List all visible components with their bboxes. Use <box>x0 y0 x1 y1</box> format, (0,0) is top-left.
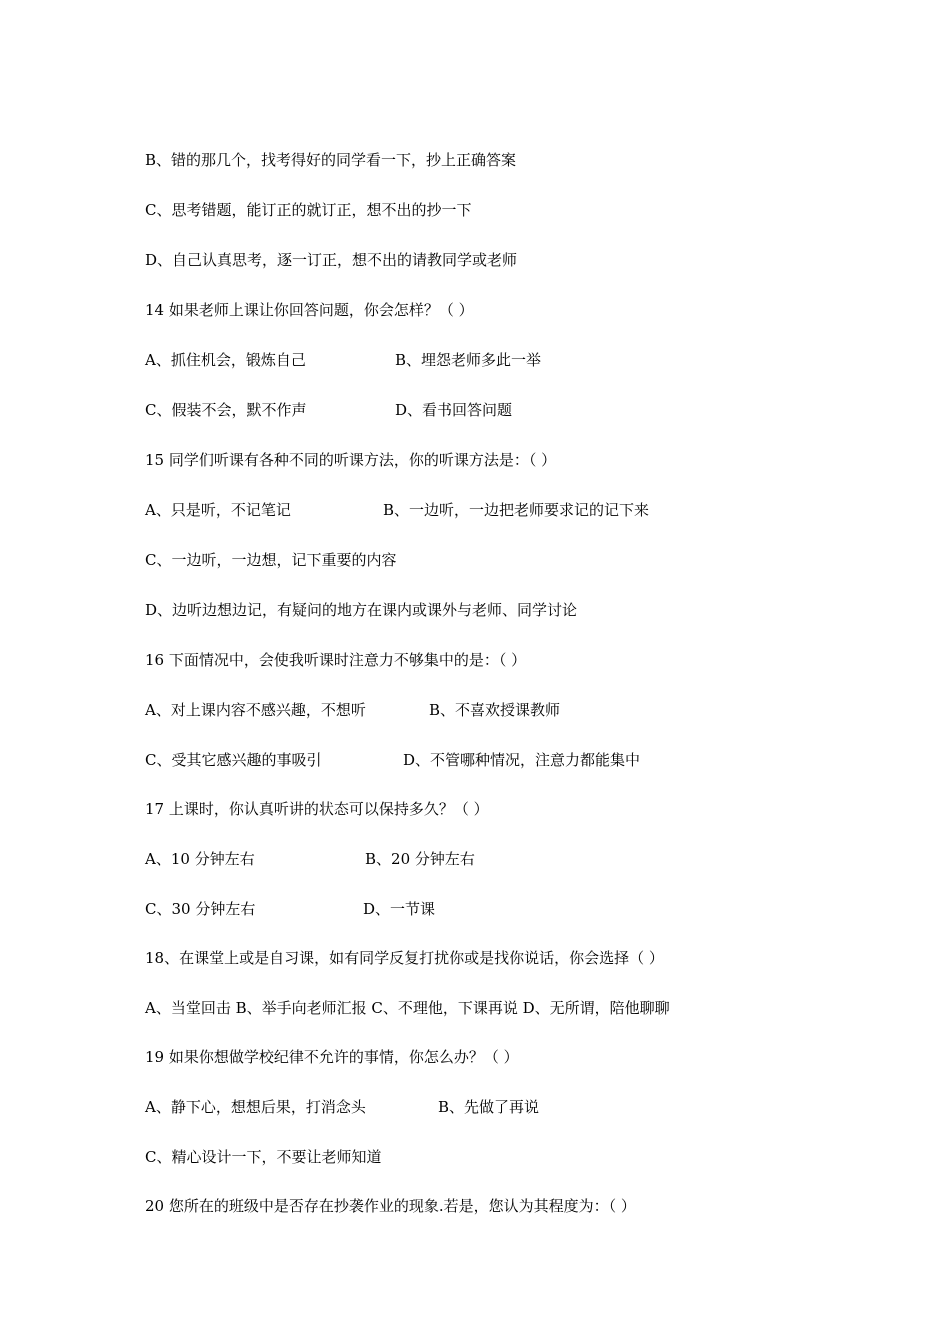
option-line: D、自己认真思考，逐一订正，想不出的请教同学或老师 <box>145 251 518 269</box>
question-16: 16 下面情况中，会使我听课时注意力不够集中的是：（ ） <box>145 651 527 669</box>
option-line: C、思考错题，能订正的就订正，想不出的抄一下 <box>145 201 472 219</box>
question-15: 15 同学们听课有各种不同的听课方法，你的听课方法是：（ ） <box>145 451 557 469</box>
option-b: B、20 分钟左右 <box>365 850 475 868</box>
question-14: 14 如果老师上课让你回答问题，你会怎样？（ ） <box>145 301 474 319</box>
option-a: A、静下心，想想后果，打消念头 <box>145 1098 366 1116</box>
option-d: D、一节课 <box>363 900 436 918</box>
option-a: A、抓住机会，锻炼自己 <box>145 351 306 369</box>
option-line: C、精心设计一下，不要让老师知道 <box>145 1148 382 1166</box>
option-c: C、30 分钟左右 <box>145 900 256 918</box>
option-a: A、对上课内容不感兴趣，不想听 <box>145 701 366 719</box>
option-line: D、边听边想边记，有疑问的地方在课内或课外与老师、同学讨论 <box>145 601 578 619</box>
option-line: B、错的那几个，找考得好的同学看一下，抄上正确答案 <box>145 151 517 169</box>
option-line: C、一边听，一边想，记下重要的内容 <box>145 551 397 569</box>
question-17: 17 上课时，你认真听讲的状态可以保持多久？（ ） <box>145 800 489 818</box>
option-d: D、不管哪种情况，注意力都能集中 <box>403 751 641 769</box>
option-c: C、受其它感兴趣的事吸引 <box>145 751 322 769</box>
question-19: 19 如果你想做学校纪律不允许的事情，你怎么办？（ ） <box>145 1048 519 1066</box>
question-18: 18、在课堂上或是自习课，如有同学反复打扰你或是找你说话，你会选择（ ） <box>145 949 664 967</box>
option-line: A、当堂回击 B、举手向老师汇报 C、不理他，下课再说 D、无所谓，陪他聊聊 <box>145 999 670 1017</box>
option-a: A、10 分钟左右 <box>145 850 255 868</box>
option-c: C、假装不会，默不作声 <box>145 401 307 419</box>
option-b: B、埋怨老师多此一举 <box>395 351 542 369</box>
option-a: A、只是听，不记笔记 <box>145 501 291 519</box>
option-b: B、先做了再说 <box>438 1098 540 1116</box>
option-d: D、看书回答问题 <box>395 401 513 419</box>
option-b: B、一边听，一边把老师要求记的记下来 <box>383 501 650 519</box>
option-b: B、不喜欢授课教师 <box>429 701 561 719</box>
question-20: 20 您所在的班级中是否存在抄袭作业的现象.若是，您认为其程度为：（ ） <box>145 1197 636 1215</box>
